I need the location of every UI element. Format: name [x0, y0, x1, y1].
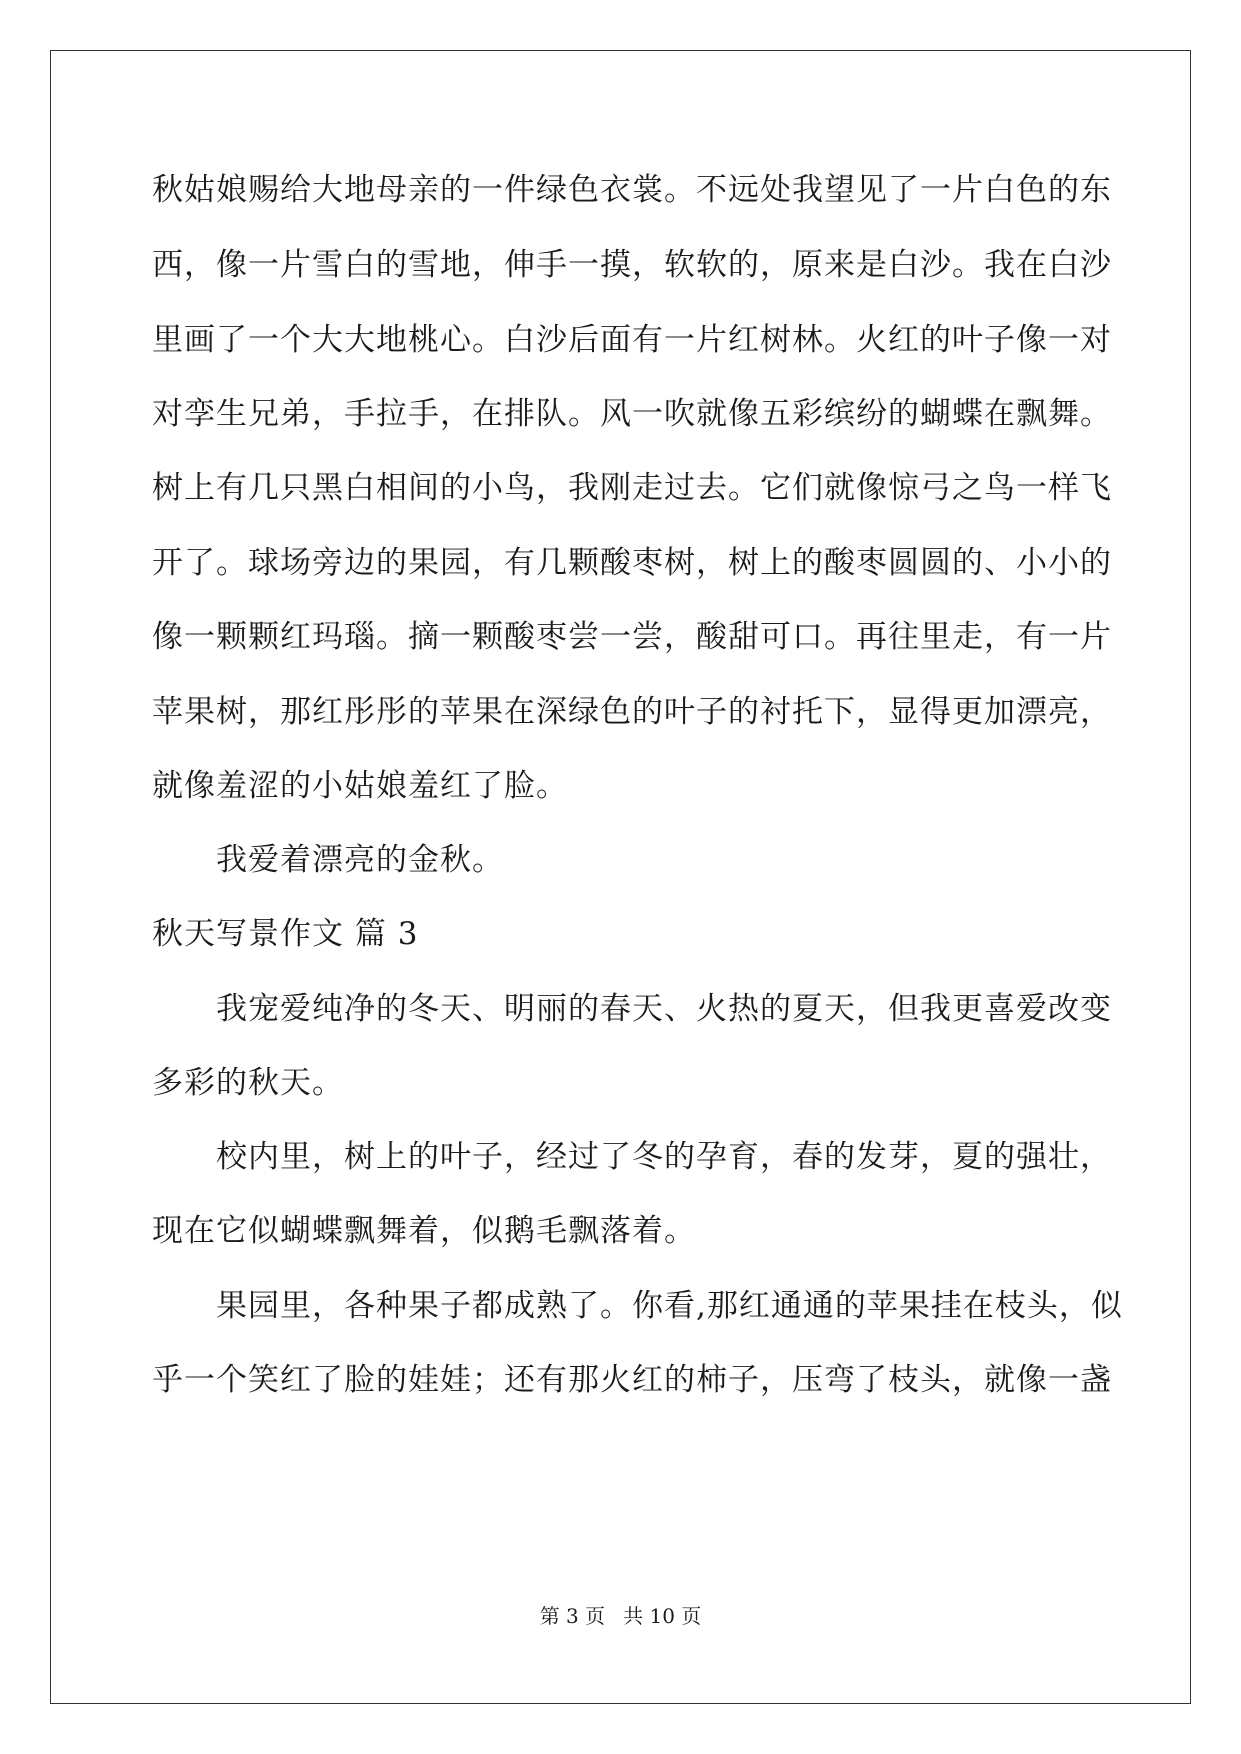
text-line: 秋姑娘赐给大地母亲的一件绿色衣裳。不远处我望见了一片白色的东	[152, 172, 1112, 208]
page-number-total: 共 10 页	[623, 1604, 702, 1628]
page-footer	[0, 1602, 1241, 1630]
text-line: 就像羞涩的小姑娘羞红了脸。	[152, 768, 568, 804]
text-line: 开了。球场旁边的果园，有几颗酸枣树，树上的酸枣圆圆的、小小的	[152, 545, 1112, 581]
text-line: 西，像一片雪白的雪地，伸手一摸，软软的，原来是白沙。我在白沙	[152, 247, 1112, 283]
text-line: 现在它似蝴蝶飘舞着，似鹅毛飘落着。	[152, 1213, 696, 1249]
text-line: 树上有几只黑白相间的小鸟，我刚走过去。它们就像惊弓之鸟一样飞	[152, 470, 1112, 506]
text-line: 苹果树，那红彤彤的苹果在深绿色的叶子的衬托下，显得更加漂亮，	[152, 694, 1112, 730]
paragraph-line: 我爱着漂亮的金秋。	[216, 842, 504, 878]
paragraph-line: 校内里，树上的叶子，经过了冬的孕育，春的发芽，夏的强壮，	[216, 1139, 1112, 1175]
text-line: 多彩的秋天。	[152, 1065, 344, 1101]
paragraph-line: 我宠爱纯净的冬天、明丽的春天、火热的夏天，但我更喜爱改变	[216, 991, 1112, 1027]
text-line: 对孪生兄弟，手拉手，在排队。风一吹就像五彩缤纷的蝴蝶在飘舞。	[152, 396, 1112, 432]
section-heading: 秋天写景作文 篇 3	[152, 916, 419, 952]
text-line: 乎一个笑红了脸的娃娃；还有那火红的柿子，压弯了枝头，就像一盏	[152, 1362, 1112, 1398]
paragraph-line: 果园里，各种果子都成熟了。你看,那红通通的苹果挂在枝头，似	[216, 1288, 1123, 1324]
text-line: 里画了一个大大地桃心。白沙后面有一片红树林。火红的叶子像一对	[152, 322, 1112, 358]
page-number-current: 第 3 页	[539, 1604, 606, 1628]
text-line: 像一颗颗红玛瑙。摘一颗酸枣尝一尝，酸甜可口。再往里走，有一片	[152, 619, 1112, 655]
